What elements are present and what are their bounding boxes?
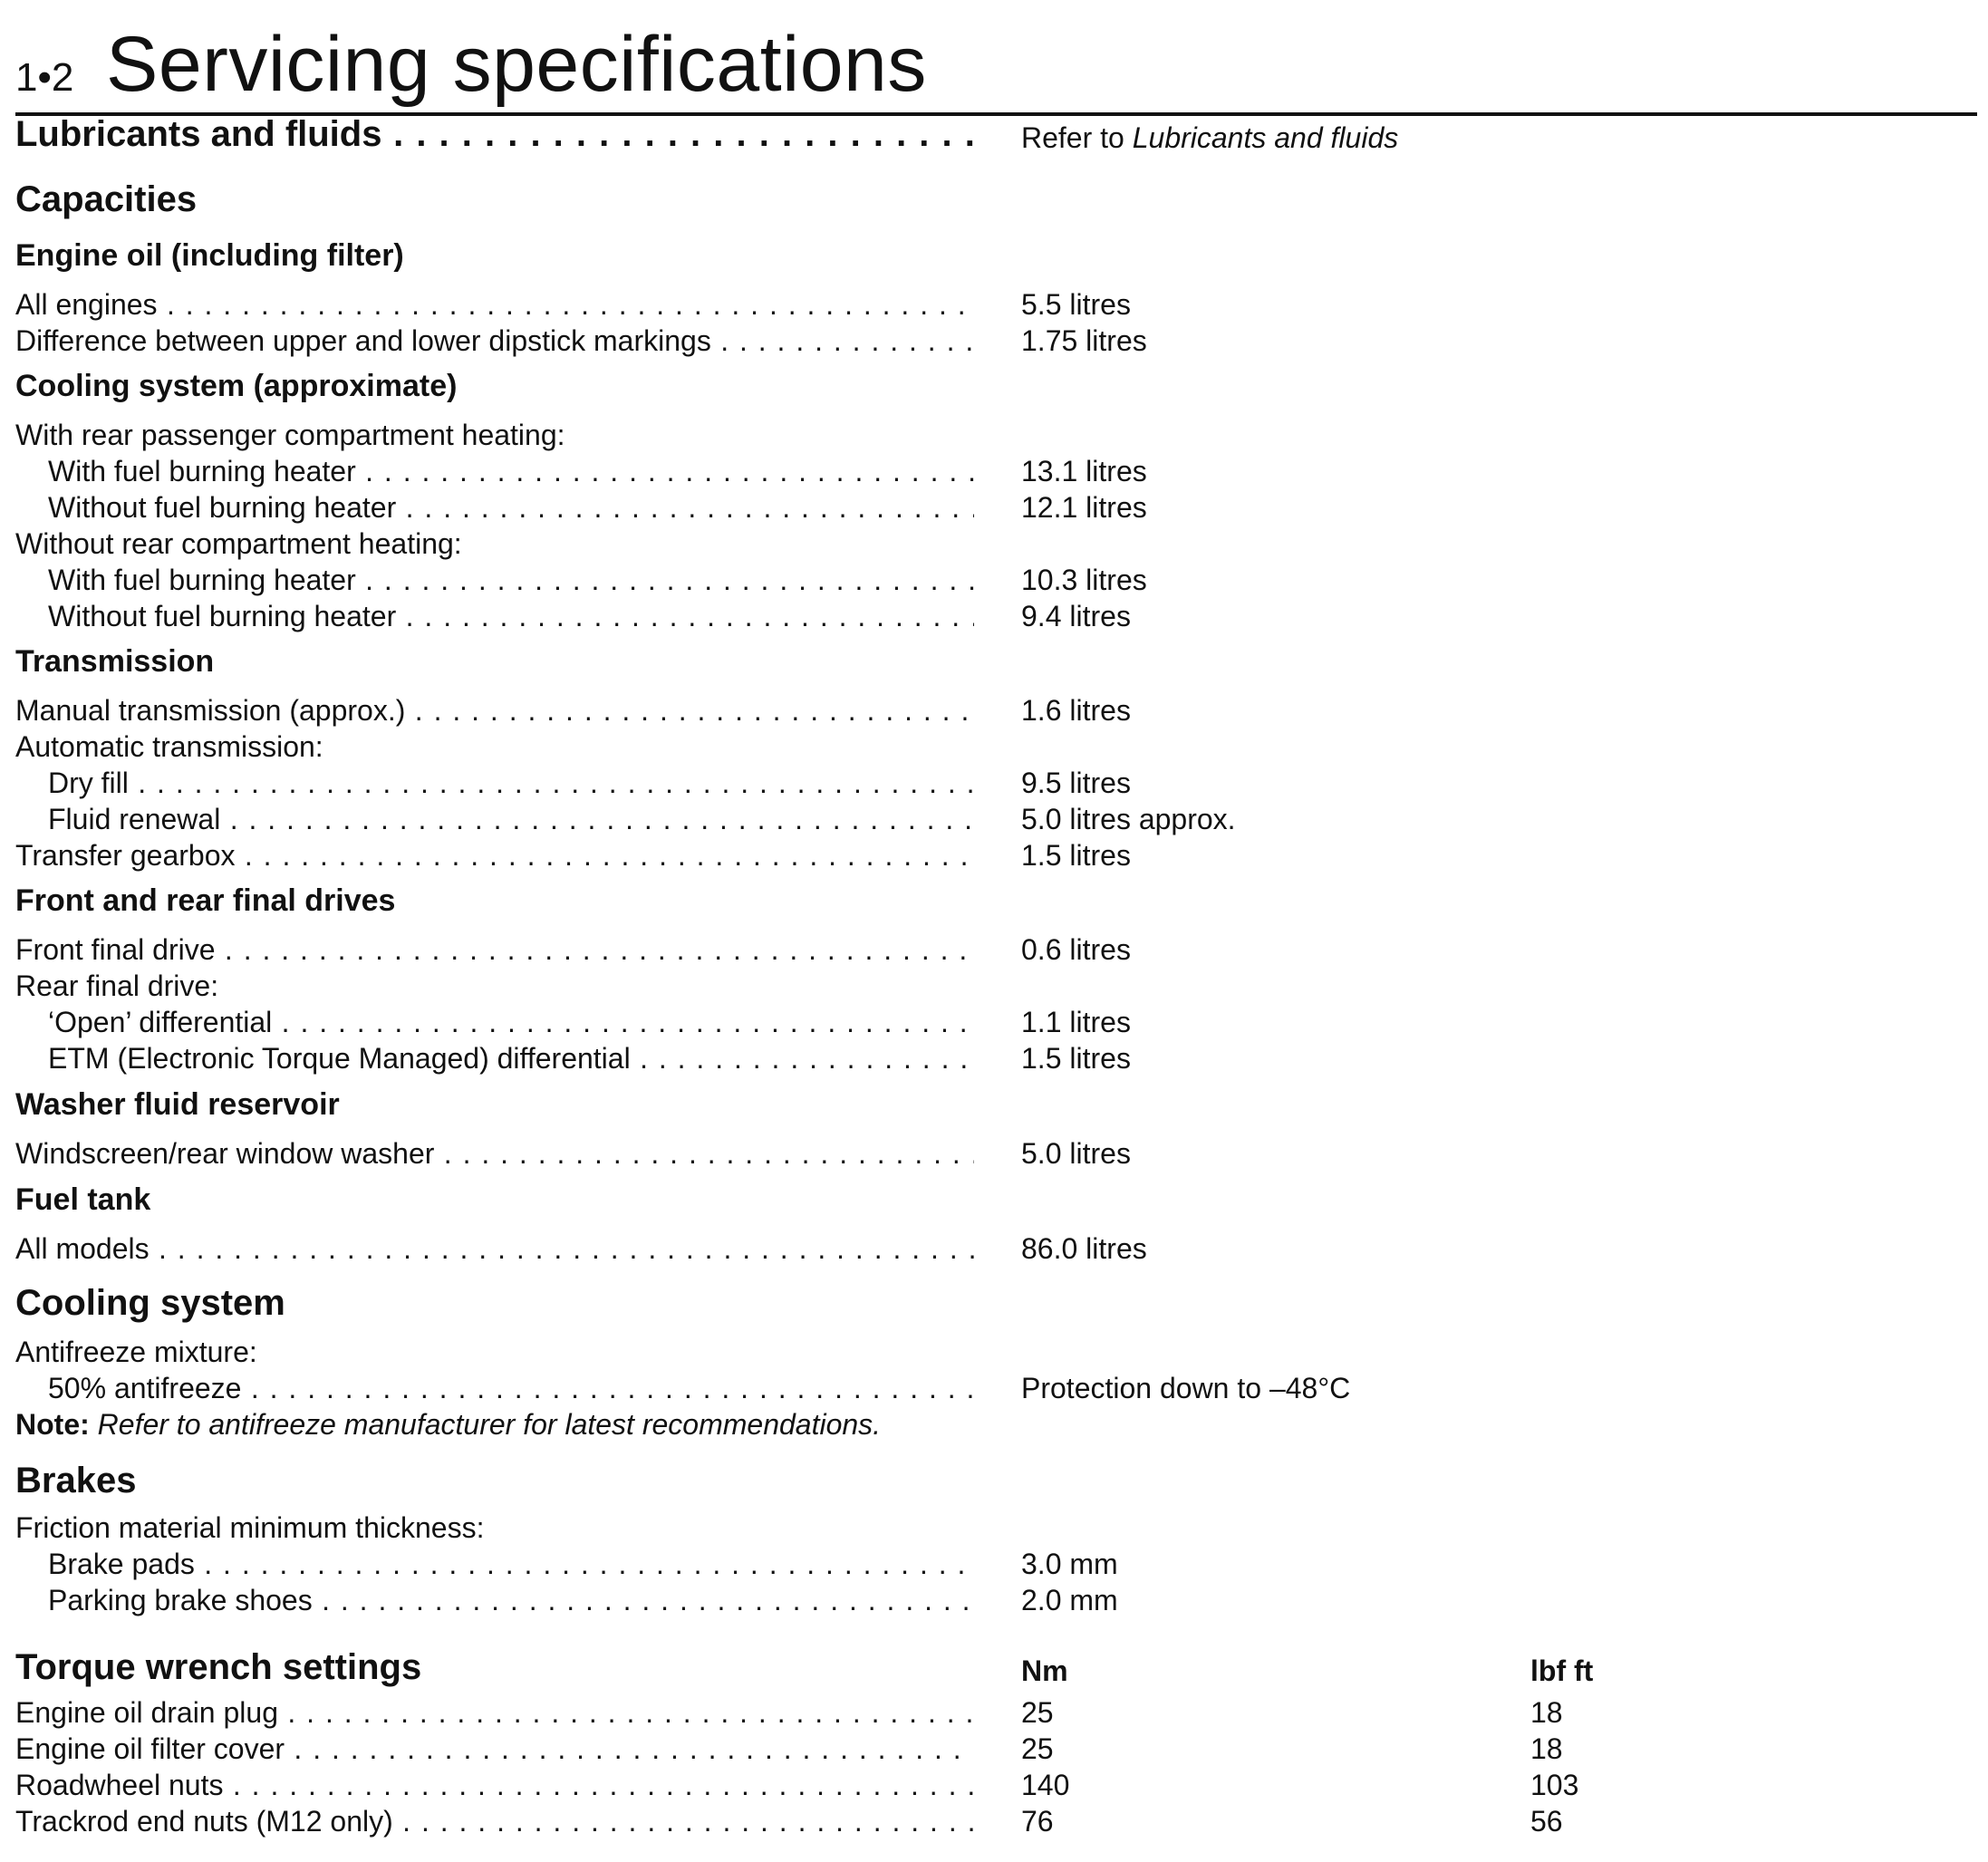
subsection-heading: Cooling system (approximate) [15, 369, 458, 403]
section-heading-row [15, 114, 1977, 158]
spec-row [15, 1580, 1977, 1620]
spec-label: Without fuel burning heater . . . [48, 596, 974, 636]
subsection-heading: Washer fluid reservoir [15, 1087, 340, 1122]
spec-label: Without fuel burning heater . . . [48, 487, 974, 527]
spec-value-lbfft: 56 [1530, 1805, 1563, 1838]
spec-label: Trackrod end nuts (M12 only) . . . [15, 1801, 974, 1841]
page-title: Servicing specifications [106, 21, 927, 108]
spec-label: ‘Open’ differential . . . [48, 1002, 974, 1042]
spec-row [15, 487, 1977, 527]
spec-row [15, 596, 1977, 636]
subsection-heading: Engine oil (including filter) [15, 238, 404, 273]
spec-label: Difference between upper and lower dipstick markings . . . [15, 321, 974, 361]
note-body: Refer to antifreeze manufacturer for latest recommendations. [89, 1408, 882, 1441]
spec-row [15, 524, 1977, 564]
page-number: 1•2 [15, 55, 74, 100]
spec-value: 5.0 litres [1021, 1137, 1131, 1170]
spec-row [15, 560, 1977, 600]
spec-label: With fuel burning heater . . . [48, 451, 974, 491]
spec-row [15, 1508, 1977, 1548]
spec-value-lbfft: 103 [1530, 1769, 1579, 1801]
spec-label: All models . . . [15, 1229, 974, 1269]
page-header [15, 13, 1977, 114]
spec-value: 5.5 litres [1021, 288, 1131, 321]
spec-value: 13.1 litres [1021, 455, 1147, 487]
spec-value: 1.5 litres [1021, 839, 1131, 872]
section-heading-row [15, 179, 1977, 223]
section-heading-row [15, 1283, 1977, 1327]
spec-label: Friction material minimum thickness: [15, 1511, 485, 1544]
spec-label: Manual transmission (approx.) . . . [15, 690, 974, 730]
spec-label: Without rear compartment heating: [15, 527, 462, 560]
spec-row [15, 1002, 1977, 1042]
spec-value: 1.5 litres [1021, 1042, 1131, 1075]
subsection-heading-row [15, 1085, 1977, 1124]
spec-value-lbfft: 18 [1530, 1732, 1563, 1765]
spec-row [15, 415, 1977, 455]
spec-value: 10.3 litres [1021, 564, 1147, 596]
section-heading: Lubricants and fluids . . . [15, 111, 974, 158]
spec-row [15, 690, 1977, 730]
column-header-lbfft: lbf ft [1530, 1655, 1594, 1687]
note-label: Note: [15, 1408, 90, 1441]
spec-row [15, 727, 1977, 767]
spec-label: Windscreen/rear window washer . . . [15, 1134, 974, 1173]
spec-row [15, 321, 1977, 361]
spec-label: Roadwheel nuts . . . [15, 1765, 974, 1805]
subsection-heading-row [15, 236, 1977, 275]
spec-value: 12.1 litres [1021, 491, 1147, 524]
spec-row [15, 930, 1977, 970]
spec-row [15, 966, 1977, 1006]
subsection-heading-row [15, 1180, 1977, 1220]
spec-value: 0.6 litres [1021, 933, 1131, 966]
spec-label: Engine oil filter cover . . . [15, 1729, 974, 1769]
spec-label: Parking brake shoes . . . [48, 1580, 974, 1620]
spec-value: 2.0 mm [1021, 1584, 1118, 1616]
subsection-heading-row [15, 642, 1977, 681]
spec-value-text: Refer to [1021, 121, 1133, 154]
column-header-nm: Nm [1021, 1655, 1068, 1687]
subsection-heading-row [15, 881, 1977, 921]
spec-row [15, 1729, 1977, 1769]
spec-value: 25 [1021, 1696, 1054, 1729]
spec-value: 76 [1021, 1805, 1054, 1838]
spec-row [15, 285, 1977, 324]
spec-label: With fuel burning heater . . . [48, 560, 974, 600]
spec-row [15, 1134, 1977, 1173]
spec-row [15, 1801, 1977, 1841]
note-text [15, 1404, 1284, 1444]
spec-value: 3.0 mm [1021, 1548, 1118, 1580]
spec-label: All engines . . . [15, 285, 974, 324]
section-heading: Brakes [15, 1461, 137, 1500]
subsection-heading: Front and rear final drives [15, 883, 396, 918]
spec-value: 1.75 litres [1021, 324, 1147, 357]
spec-label: 50% antifreeze . . . [48, 1368, 974, 1408]
spec-label: Rear final drive: [15, 970, 219, 1002]
section-heading-row [15, 1461, 1977, 1504]
section-heading: Capacities [15, 179, 198, 219]
spec-row [15, 1693, 1977, 1732]
spec-value-reference: Lubricants and fluids [1132, 121, 1399, 154]
spec-row [15, 1544, 1977, 1584]
spec-row [15, 799, 1977, 839]
spec-value: 25 [1021, 1732, 1054, 1765]
spec-row [15, 1765, 1977, 1805]
spec-label: Fluid renewal . . . [48, 799, 974, 839]
spec-row [15, 763, 1977, 803]
spec-row [15, 451, 1977, 491]
spec-value: 9.5 litres [1021, 767, 1131, 799]
note-row [15, 1404, 1977, 1444]
subsection-heading: Transmission [15, 644, 215, 679]
spec-row [15, 1038, 1977, 1078]
spec-value-lbfft: 18 [1530, 1696, 1563, 1729]
spec-label: Transfer gearbox . . . [15, 835, 974, 875]
spec-value: 9.4 litres [1021, 600, 1131, 632]
spec-label: Front final drive . . . [15, 930, 974, 970]
spec-value: 1.6 litres [1021, 694, 1131, 727]
spec-label: Brake pads . . . [48, 1544, 974, 1584]
spec-label: Automatic transmission: [15, 730, 323, 763]
spec-label: Dry fill . . . [48, 763, 974, 803]
spec-label: Antifreeze mixture: [15, 1336, 257, 1368]
section-heading: Torque wrench settings [15, 1647, 422, 1687]
spec-row [15, 1229, 1977, 1269]
spec-value [1021, 118, 1398, 158]
section-heading: Cooling system [15, 1283, 285, 1323]
spec-value: 5.0 litres approx. [1021, 803, 1236, 835]
spec-label: ETM (Electronic Torque Managed) differential . . . [48, 1038, 974, 1078]
section-heading-row [15, 1647, 1977, 1691]
subsection-heading-row [15, 366, 1977, 406]
spec-label: With rear passenger compartment heating: [15, 419, 565, 451]
spec-value: 86.0 litres [1021, 1232, 1147, 1265]
spec-value: 1.1 litres [1021, 1006, 1131, 1038]
spec-value: 140 [1021, 1769, 1070, 1801]
spec-label: Engine oil drain plug . . . [15, 1693, 974, 1732]
spec-row [15, 1368, 1977, 1408]
spec-row [15, 835, 1977, 875]
spec-value: Protection down to –48°C [1021, 1372, 1351, 1404]
subsection-heading: Fuel tank [15, 1182, 151, 1217]
spec-row [15, 1332, 1977, 1372]
